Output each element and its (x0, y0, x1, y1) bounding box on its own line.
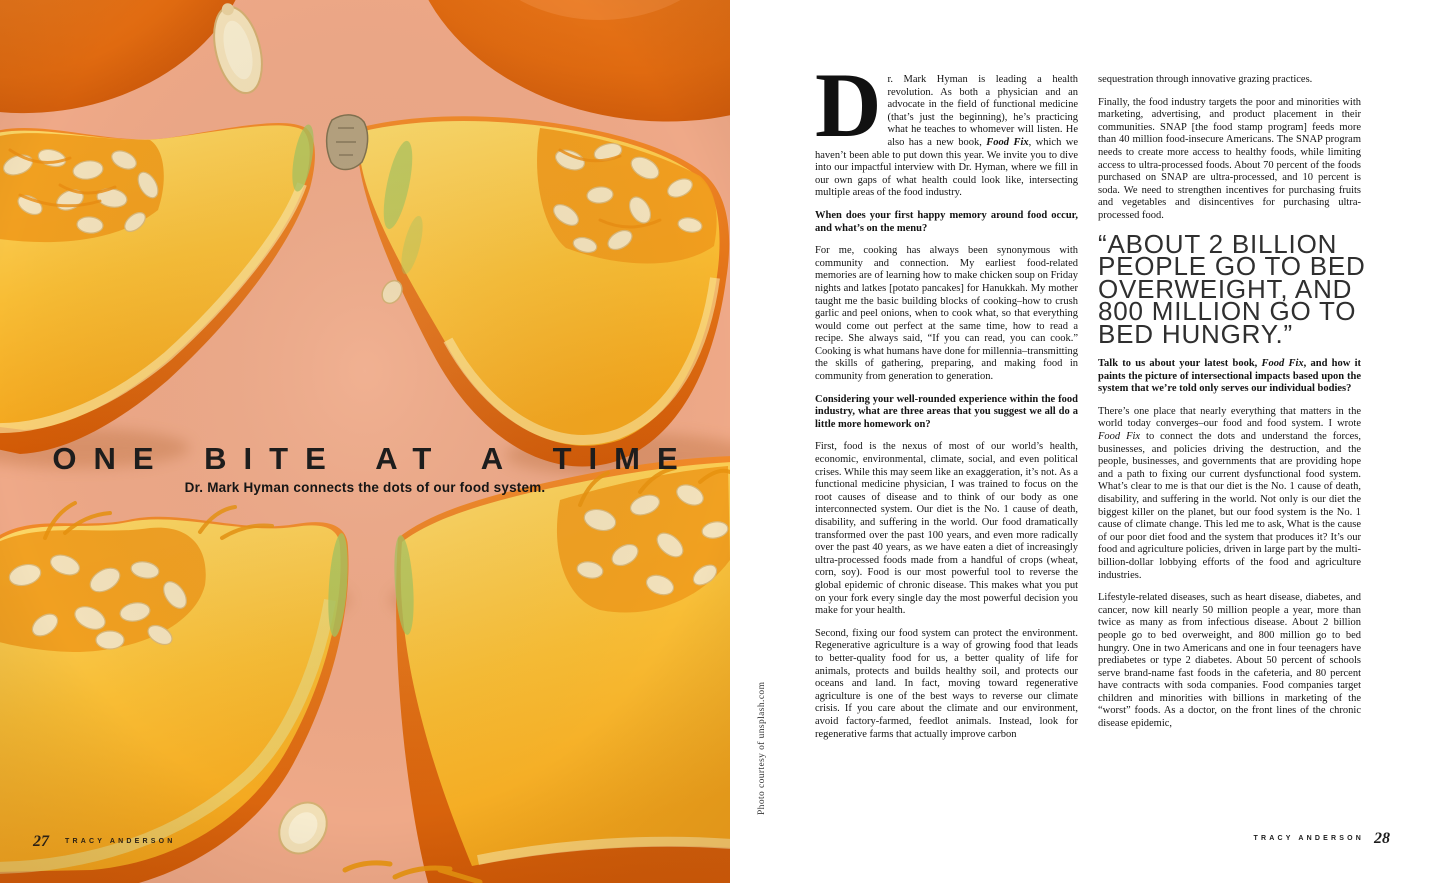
text-segment: Talk to us about your latest book, (1098, 358, 1262, 370)
article-paragraph (815, 628, 1078, 741)
text-segment: Food Fix (1098, 431, 1141, 442)
left-page-number: 27 (33, 833, 49, 850)
text-segment: There’s one place that nearly everything that matters in the world today converges–our food and food system. I wrote (1098, 405, 1361, 430)
interview-question (815, 394, 1078, 432)
text-segment: , which we haven’t been able to put down this year. We invite you to dive into our impactful interview with Dr. Hyman, where we fill in our own gaps of what health could look like, intersecting multiple areas of the food industry. (815, 136, 1078, 199)
drop-cap: D (815, 54, 882, 156)
article-paragraph (815, 54, 1078, 200)
right-page-footer (728, 830, 1390, 848)
text-segment: When does your first happy memory around food occur, and what’s on the menu? (815, 209, 1078, 234)
article-paragraph (1098, 592, 1361, 731)
photo-credit: Photo courtesy of unsplash.com (757, 681, 767, 815)
text-segment: Food Fix (986, 136, 1029, 148)
article-column-1 (815, 54, 1079, 751)
text-segment: r. Mark Hyman is leading a health revolution. As both a physician and an advocate in the field of functional medicine (that’s just the beginning), he’s practicing what he teaches to whomever will listen. He also has a new book, (887, 74, 1078, 148)
text-segment: First, food is the nexus of most of our world’s health, economic, environmental, climate, social, and even political crises. While this may seem like an exaggeration, it’s not. As a functional medicine physician, I was trained to focus on the root causes of disease and to think of our body as one interconnected system. Our diet is the No. 1 cause of death, disability, and suffering in the world. Our food dramatically transformed over the past 100 years, and even more radically over the past 40 years, as we have eaten a diet of increasingly ultra-processed foods made from a handful of crops (wheat, corn, soy). Food is our most powerful tool to reverse the global epidemic of chronic disease. This makes what you put on your fork every single day the most powerful decision you make for your health. (815, 441, 1078, 617)
article-paragraph (815, 245, 1078, 384)
article-columns (815, 54, 1366, 751)
pull-quote-line: “ABOUT 2 BILLION (1098, 228, 1338, 259)
left-page-footer (33, 833, 176, 851)
pull-quote-line: OVERWEIGHT, AND (1098, 273, 1353, 304)
text-segment: Considering your well-rounded experience within the food industry, what are three areas that you suggest we all do a little more homework on? (815, 393, 1078, 430)
text-segment: , and how it paints the picture of intersectional impacts based upon the system that we’re told only serves our individual bodies? (1098, 358, 1361, 395)
right-page-number: 28 (1374, 830, 1390, 847)
pull-quote-line: 800 MILLION GO TO (1098, 296, 1357, 327)
text-segment: sequestration through innovative grazing practices. (1098, 74, 1313, 85)
article-paragraph (1098, 97, 1361, 223)
article-column-2 (1098, 74, 1366, 751)
magazine-name: TRACY ANDERSON (1253, 835, 1364, 842)
text-segment: Food Fix (1261, 358, 1304, 370)
pull-quote-line: PEOPLE GO TO BED (1098, 251, 1366, 282)
article-paragraph (1098, 406, 1361, 582)
text-segment: Finally, the food industry targets the poor and minorities with marketing, advertising, and product placement in their communities. SNAP [the food stamp program] feeds more than 40 million food-insecure Americans. The SNAP program needs to create more access to healthy foods, while limiting access to ultra-processed foods. About 70 percent of the foods purchased on SNAP are ultra-processed, and 10 percent is soda. We need to strengthen incentives for purchasing fruits and vegetables and disincentives for purchasing ultra-processed food. (1098, 96, 1361, 221)
text-segment: For me, cooking has always been synonymous with community and connection. My earliest food-related memories are of learning how to make chicken soup on Friday nights and latkes [potato pancakes] for Hanukkah. My mother taught me the basic building blocks of cooking–how to crush garlic and peel onions, when to cook what, so that everything would come out perfect at the same time, how to read a recipe. She always said, “If you can read, you can cook.” Cooking is what humans have done for millennia–transmitting the skills of gathering, preparing, and making food in community from generation to generation. (815, 245, 1079, 383)
interview-question (815, 210, 1078, 235)
text-segment: Second, fixing our food system can protect the environment. Regenerative agriculture is a way of growing food that leads to better-quality food for us, a better quality of life for animals, protects and builds healthy soil, and protects our oceans and land. In fact, moving toward regenerative agriculture is one of the best ways to reverse our climate crisis. If you care about the climate and our environment, avoid factory-farmed, feedlot animals. Instead, look for regenerative farms that actually improve carbon (815, 627, 1078, 740)
magazine-name: TRACY ANDERSON (65, 838, 176, 845)
pull-quote (1098, 228, 1366, 349)
article-paragraph (1098, 74, 1361, 87)
text-segment: to connect the dots and understand the forces, businesses, and policies driving the destruction, and the people, businesses, and governments that are providing hope and a path to fixing our current dysfunctional food system. What’s clear to me is that our diet is the No. 1 cause of death, disability, and suffering in the world. Not only is our diet the biggest killer on the planet, but our food system is the No. 1 cause of climate change. This led me to ask, What is the cause of our poor diet food and the system that produces it? It’s our food and agriculture policies, driven in large part by the multi-billion-dollar lobbying efforts of the food and agriculture industries. (1098, 431, 1362, 581)
text-segment: Lifestyle-related diseases, such as heart disease, diabetes, and cancer, now kill nearly 50 million people a year, more than twice as many as from infectious disease. About 2 billion people go to bed overweight, and 800 million go to bed hungry. One in two Americans and one in four teenagers have prediabetes or type 2 diabetes. About 50 percent of schools serve brand-name fast foods in the cafeteria, and 80 percent have contracts with soda companies. Food companies target children and minorities with billions in marketing of the “worst” foods. As a doctor, on the front lines of the chronic disease epidemic, (1098, 592, 1361, 730)
article-title: ONE BITE AT A TIME (52, 441, 695, 476)
article-paragraph (815, 441, 1078, 617)
interview-question (1098, 358, 1361, 396)
pull-quote-line: BED HUNGRY.” (1098, 318, 1294, 349)
article-subtitle: Dr. Mark Hyman connects the dots of our food system. (184, 480, 546, 495)
